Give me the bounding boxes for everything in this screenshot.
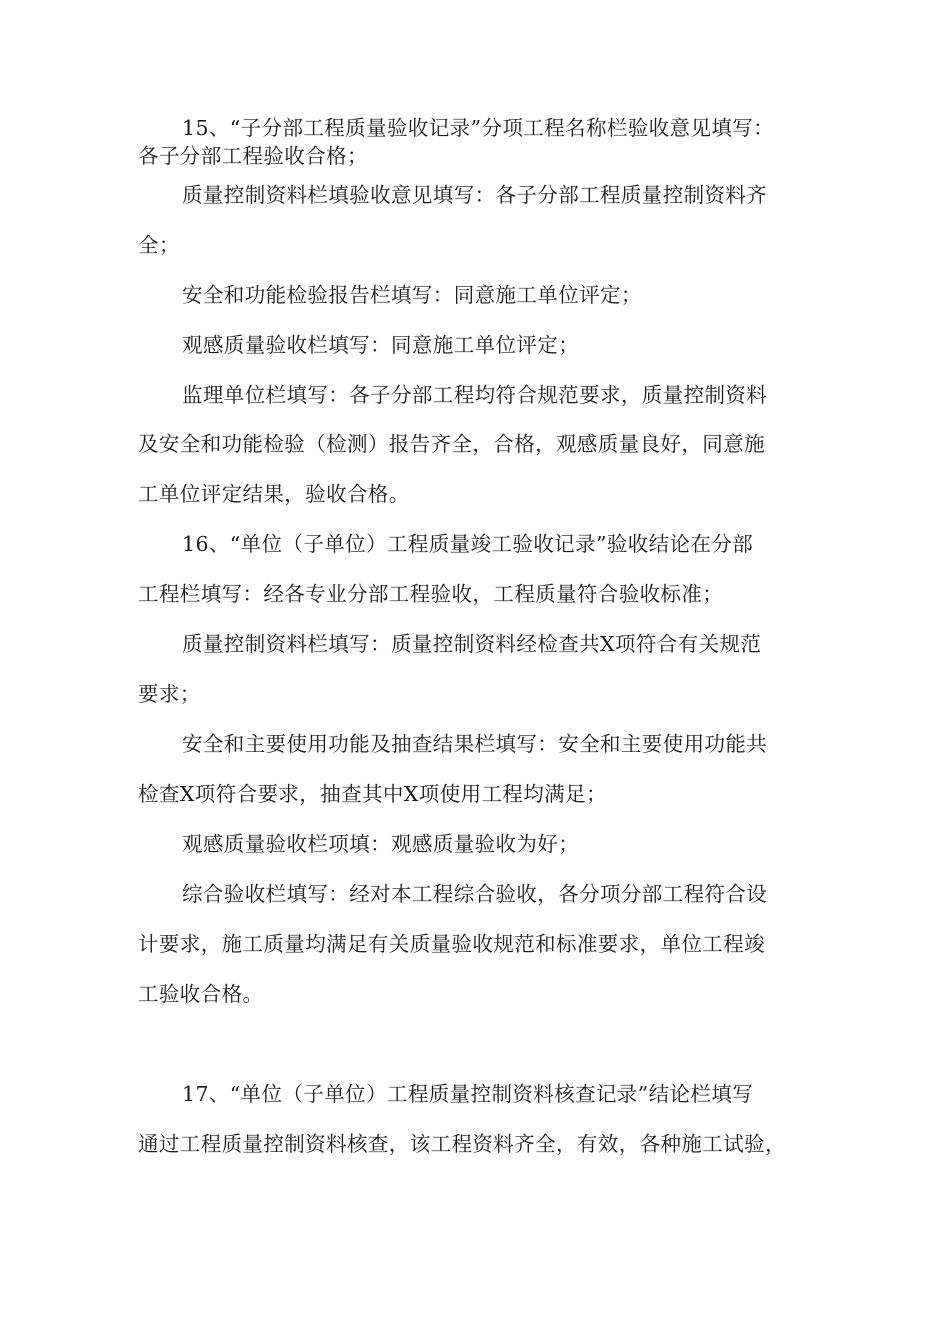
text-line: 15、“子分部工程质量验收记录”分项工程名称栏验收意见填写： xyxy=(182,116,775,140)
text-line: 及安全和功能检验（检测）报告齐全，合格，观感质量良好，同意施 xyxy=(138,432,765,456)
text-line: 观感质量验收栏项填：观感质量验收为好； xyxy=(182,832,580,856)
text-line: 检查X项符合要求，抽查其中X项使用工程均满足； xyxy=(138,782,607,806)
text-line: 质量控制资料栏填写：质量控制资料经检查共X项符合有关规范 xyxy=(182,632,762,656)
text-line: 综合验收栏填写：经对本工程综合验收，各分项分部工程符合设 xyxy=(182,882,768,906)
text-line: 质量控制资料栏填验收意见填写：各子分部工程质量控制资料齐 xyxy=(182,183,768,207)
text-line: 通过工程质量控制资料核查，该工程资料齐全，有效，各种施工试验， xyxy=(138,1132,786,1156)
text-line: 各子分部工程验收合格； xyxy=(138,144,368,168)
text-line: 计要求，施工质量均满足有关质量验收规范和标准要求，单位工程竣 xyxy=(138,932,765,956)
text-line: 16、“单位（子单位）工程质量竣工验收记录”验收结论在分部 xyxy=(182,532,754,556)
text-line: 工单位评定结果，验收合格。 xyxy=(138,482,410,506)
text-line: 监理单位栏填写：各子分部工程均符合规范要求，质量控制资料 xyxy=(182,383,768,407)
text-line: 工验收合格。 xyxy=(138,982,264,1006)
text-line: 全； xyxy=(138,233,180,257)
text-line: 安全和功能检验报告栏填写：同意施工单位评定； xyxy=(182,283,642,307)
text-line: 要求； xyxy=(138,682,201,706)
text-line: 观感质量验收栏填写：同意施工单位评定； xyxy=(182,333,580,357)
text-line: 17、“单位（子单位）工程质量控制资料核查记录”结论栏填写 xyxy=(182,1082,754,1106)
text-line: 安全和主要使用功能及抽查结果栏填写：安全和主要使用功能共 xyxy=(182,732,768,756)
text-line: 工程栏填写：经各专业分部工程验收，工程质量符合验收标准； xyxy=(138,582,724,606)
